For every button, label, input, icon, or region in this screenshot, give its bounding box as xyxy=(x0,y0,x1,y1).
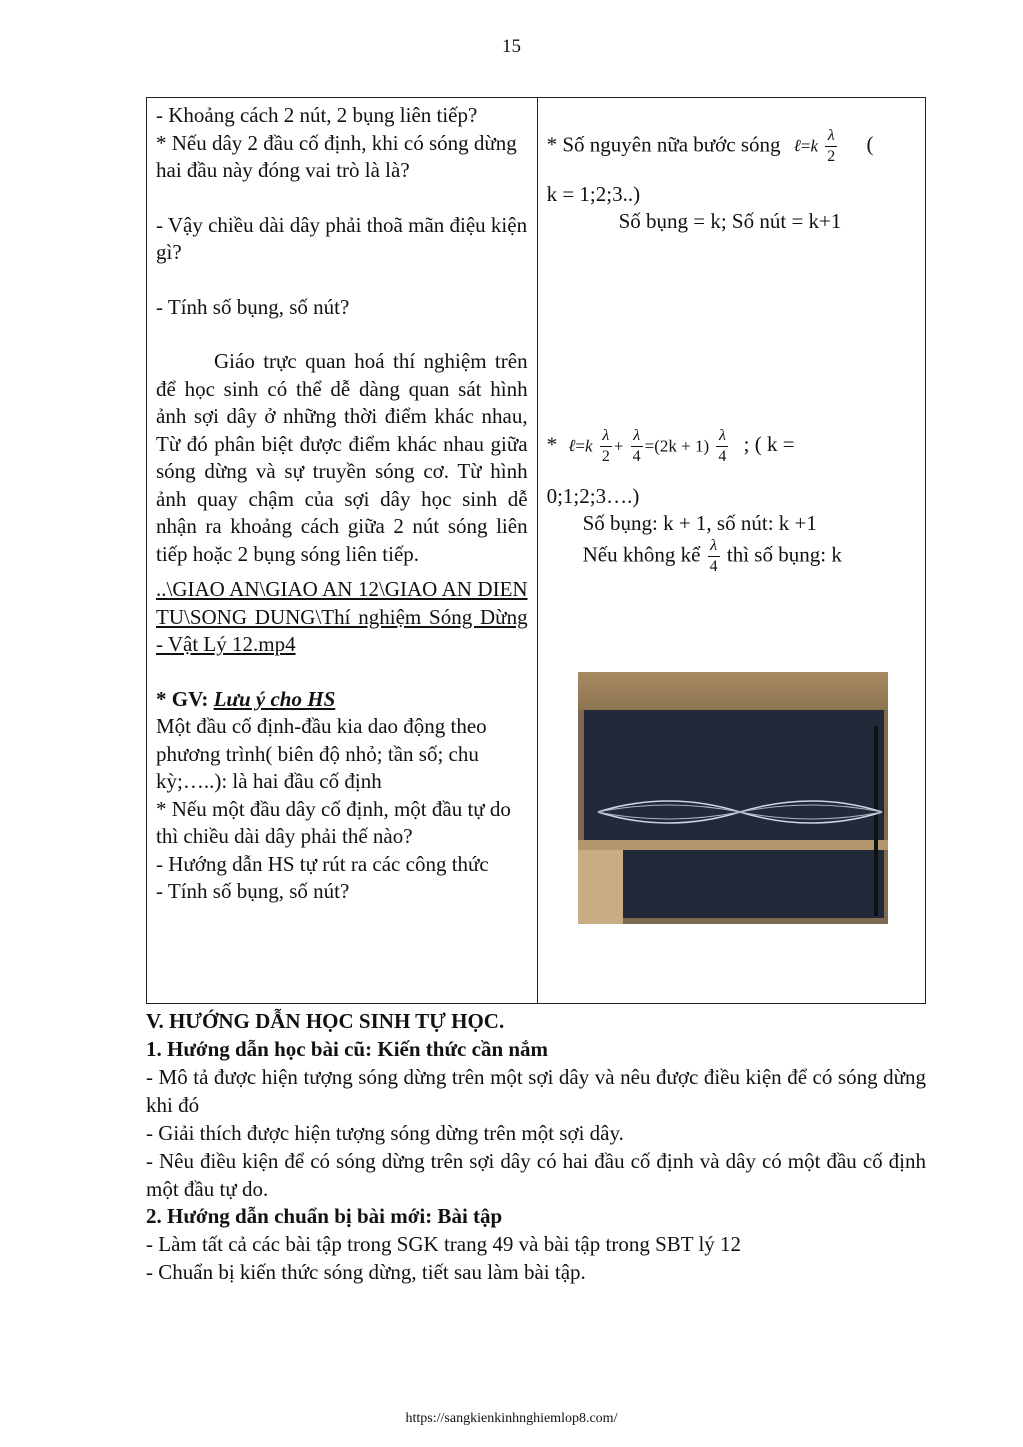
fraction-lambda-2: $\frac{\lambda}{2}$ xyxy=(827,127,836,165)
note-one-end: Một đầu cố định-đầu kia dao động theo phương trình( biên độ nhỏ; tần số; chu kỳ;…..): là hai đầu cố định xyxy=(156,714,487,793)
section-heading: V. HƯỚNG DẪN HỌC SINH TỰ HỌC. xyxy=(146,1009,505,1033)
prepare-item-1: - Làm tất cả các bài tập trong SGK trang 49 và bài tập trong SBT lý 12 xyxy=(146,1232,742,1256)
experiment-paragraph: Giáo trực quan hoá thí nghiệm trên để học sinh có thể dễ dàng quan sát hình ảnh sợi dây ở những thời điểm khác nhau, Từ đó phân biệt được điểm khác nhau giữa sóng dừng và sự truyền sóng cơ. Từ hình ảnh quay chậm của sợi dây học sinh dễ nhận ra khoảng cách giữa 2 nút sóng liên tiếp hoặc 2 bụng sóng liên tiếp. xyxy=(156,349,528,566)
teacher-note-heading xyxy=(156,686,528,714)
counts-both-fixed: Số bụng = k; Số nút = k+1 xyxy=(618,209,842,233)
review-item-3: - Nêu điều kiện để có sóng dừng trên sợi dây có hai đầu cố định và dây có một đầu cố định một đầu tự do. xyxy=(146,1149,926,1201)
review-item-1: - Mô tả được hiện tượng sóng dừng trên một sợi dây và nêu được điều kiện để có sóng dừng khi đó xyxy=(146,1065,926,1117)
note-count: - Tính số bụng, số nút? xyxy=(156,879,350,903)
vibrating-string xyxy=(596,792,886,832)
k-range-1: k = 1;2;3..) xyxy=(546,182,641,206)
subheading-prepare: 2. Hướng dẫn chuẩn bị bài mới: Bài tập xyxy=(146,1204,503,1228)
lesson-table xyxy=(146,97,926,1004)
footer-url[interactable]: https://sangkienkinhnghiemlop8.com/ xyxy=(405,1411,618,1426)
note-derive: - Hướng dẫn HS tự rút ra các công thức xyxy=(156,851,489,876)
video-link[interactable]: ..\GIAO AN\GIAO AN 12\GIAO AN DIEN TU\SONG DUNG\Thí nghiệm Sóng Dừng - Vật Lý 12.mp4 xyxy=(156,577,528,656)
review-item-2: - Giải thích được hiện tượng sóng dừng trên một sợi dây. xyxy=(146,1121,624,1145)
question-count: - Tính số bụng, số nút? xyxy=(156,294,350,319)
question-distance: - Khoảng cách 2 nút, 2 bụng liên tiếp? xyxy=(156,103,478,127)
standing-wave-photo xyxy=(578,672,888,924)
question-fixed-ends: * Nếu dây 2 đầu cố định, khi có sóng dừng hai đầu này đóng vai trò là là? xyxy=(156,130,517,182)
subheading-review: 1. Hướng dẫn học bài cũ: Kiến thức cần nắm xyxy=(146,1037,549,1061)
page-number: 15 xyxy=(502,36,521,57)
formula-one-free: * ℓ=k $\frac{\lambda}{2}$ + $\frac{\lambda}{4}$ =(2k + 1) $\frac{\lambda}{4}$ ; ( k = xyxy=(546,427,795,465)
student-activity-cell xyxy=(537,98,925,1004)
k-range-2: 0;1;2;3….) xyxy=(546,484,640,508)
teacher-note-prefix: * GV: xyxy=(156,686,214,711)
question-length-condition: - Vậy chiều dài dây phải thoã mãn điệu kiện gì? xyxy=(156,212,528,264)
prepare-item-2: - Chuẩn bị kiến thức sóng dừng, tiết sau làm bài tập. xyxy=(146,1260,586,1284)
note-free-end: * Nếu một đầu dây cố định, một đầu tự do thì chiều dài dây phải thế nào? xyxy=(156,796,511,848)
formula-both-fixed: * Số nguyên nữa bước sóng ℓ=k $\frac{\lambda}{2}$ ( xyxy=(546,127,874,165)
note-without-quarter: Nếu không kể $\frac{\lambda}{4}$ thì số bụng: k xyxy=(582,537,842,575)
teacher-note-title: Lưu ý cho HS xyxy=(213,686,336,711)
teacher-activity-cell xyxy=(147,98,538,1004)
counts-one-free: Số bụng: k + 1, số nút: k +1 xyxy=(582,511,817,535)
